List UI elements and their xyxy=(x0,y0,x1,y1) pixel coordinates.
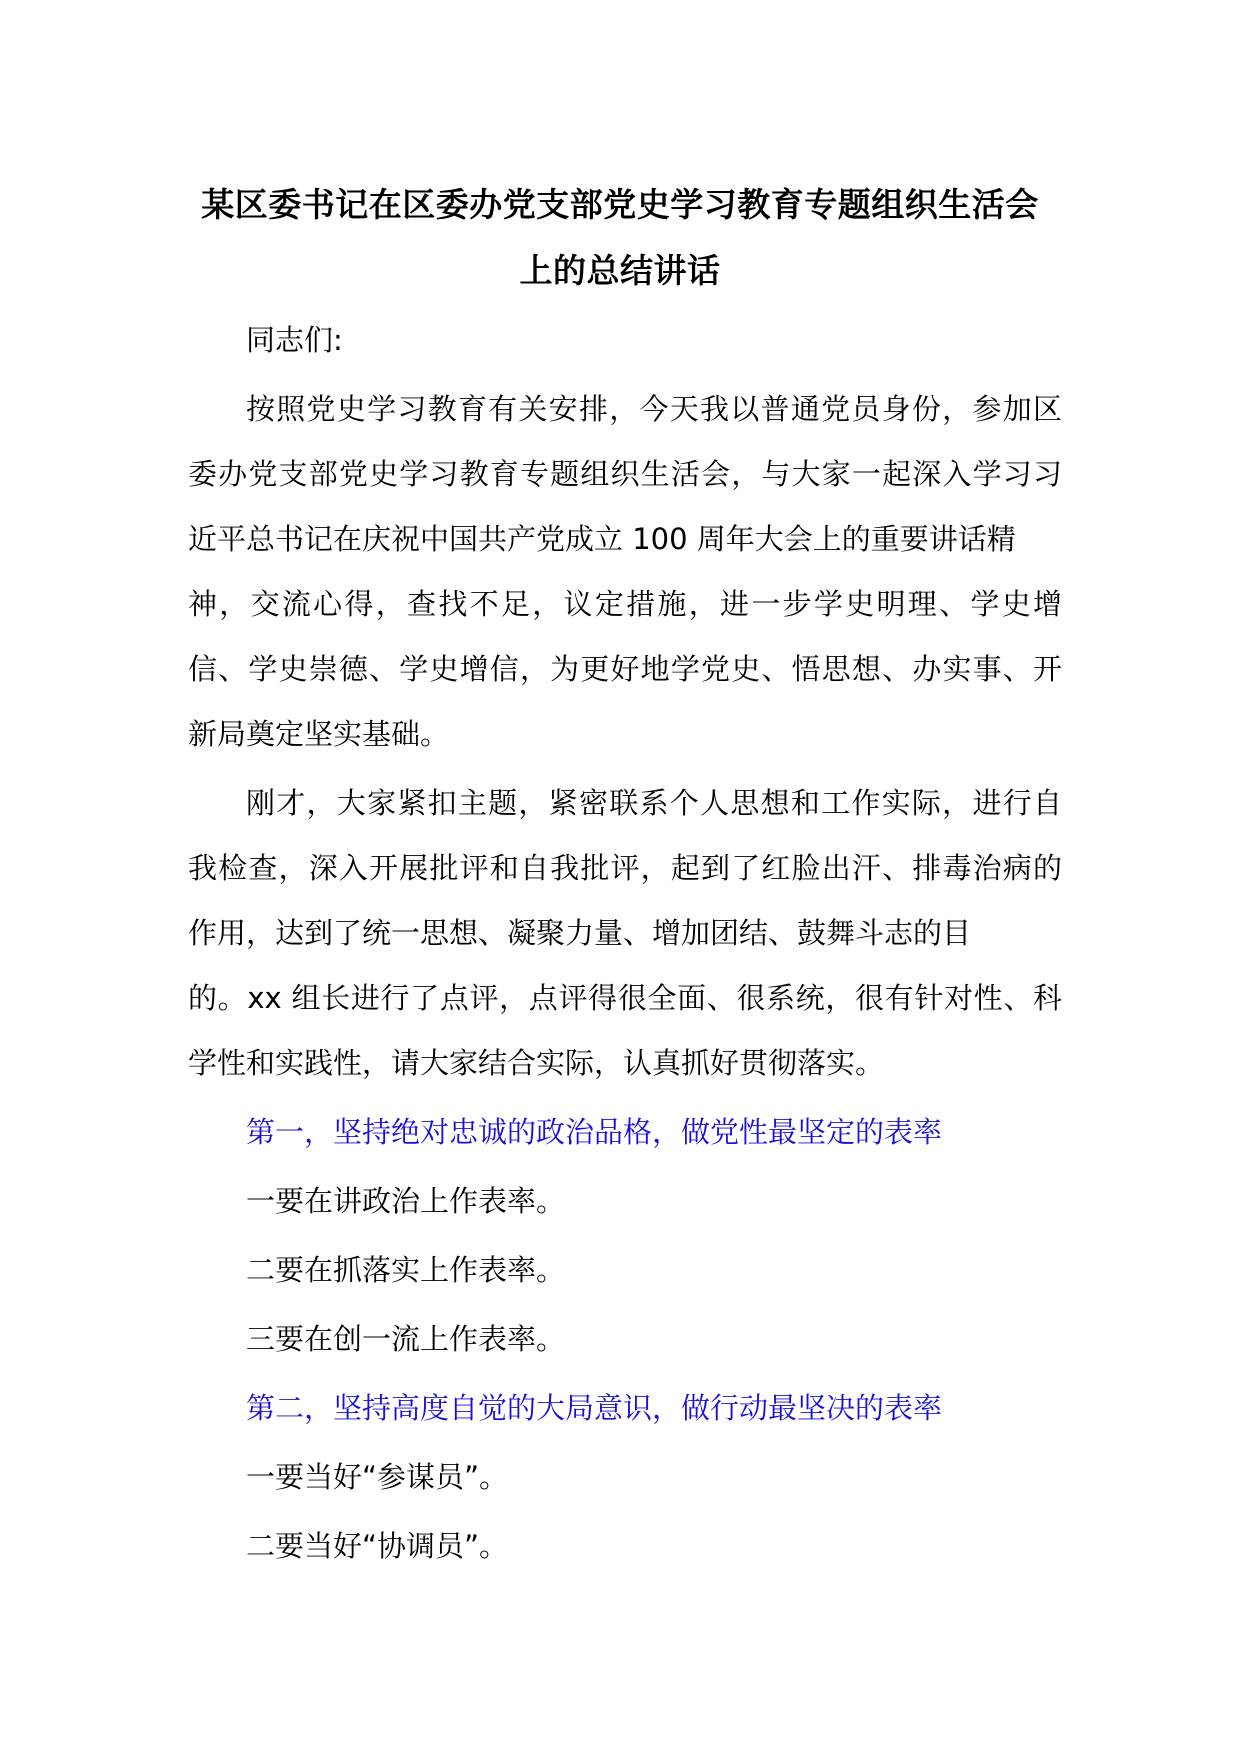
paragraph-1-line: 神，交流心得，查找不足，议定措施，进一步学史明理、学史增 xyxy=(188,587,1062,621)
salutation: 同志们: xyxy=(246,323,343,357)
section-2-item: 一要当好“参谋员”。 xyxy=(246,1460,509,1494)
paragraph-2-line: 我检查，深入开展批评和自我批评，起到了红脸出汗、排毒治病的 xyxy=(188,851,1062,885)
section-1-item: 一要在讲政治上作表率。 xyxy=(246,1184,566,1218)
paragraph-2-line: 的。xx 组长进行了点评，点评得很全面、很系统，很有针对性、科 xyxy=(188,981,1062,1015)
section-1-item: 三要在创一流上作表率。 xyxy=(246,1322,566,1356)
section-2-item: 二要当好“协调员”。 xyxy=(246,1529,509,1563)
title-line-2: 上的总结讲话 xyxy=(519,251,721,290)
document-body xyxy=(188,308,1062,1579)
paragraph-2 xyxy=(188,771,1062,1096)
paragraph-1-line: 新局奠定坚实基础。 xyxy=(188,717,450,751)
section-1-item: 二要在抓落实上作表率。 xyxy=(246,1253,566,1287)
paragraph-1 xyxy=(188,377,1062,767)
paragraph-2-line: 刚才，大家紧扣主题，紧密联系个人思想和工作实际，进行自 xyxy=(246,786,1062,820)
paragraph-1-line: 近平总书记在庆祝中国共产党成立 100 周年大会上的重要讲话精 xyxy=(188,522,1016,556)
document-title xyxy=(160,172,1080,304)
section-1-heading: 第一，坚持绝对忠诚的政治品格，做党性最坚定的表率 xyxy=(246,1115,943,1149)
paragraph-2-line: 学性和实践性，请大家结合实际，认真抓好贯彻落实。 xyxy=(188,1046,885,1080)
paragraph-1-line: 按照党史学习教育有关安排，今天我以普通党员身份，参加区 xyxy=(246,392,1062,426)
paragraph-1-line: 信、学史崇德、学史增信，为更好地学党史、悟思想、办实事、开 xyxy=(188,652,1062,686)
paragraph-1-line: 委办党支部党史学习教育专题组织生活会，与大家一起深入学习习 xyxy=(188,457,1062,491)
title-line-1: 某区委书记在区委办党支部党史学习教育专题组织生活会 xyxy=(201,185,1039,224)
section-2-heading: 第二，坚持高度自觉的大局意识，做行动最坚决的表率 xyxy=(246,1391,943,1425)
paragraph-2-line: 作用，达到了统一思想、凝聚力量、增加团结、鼓舞斗志的目 xyxy=(188,916,972,950)
